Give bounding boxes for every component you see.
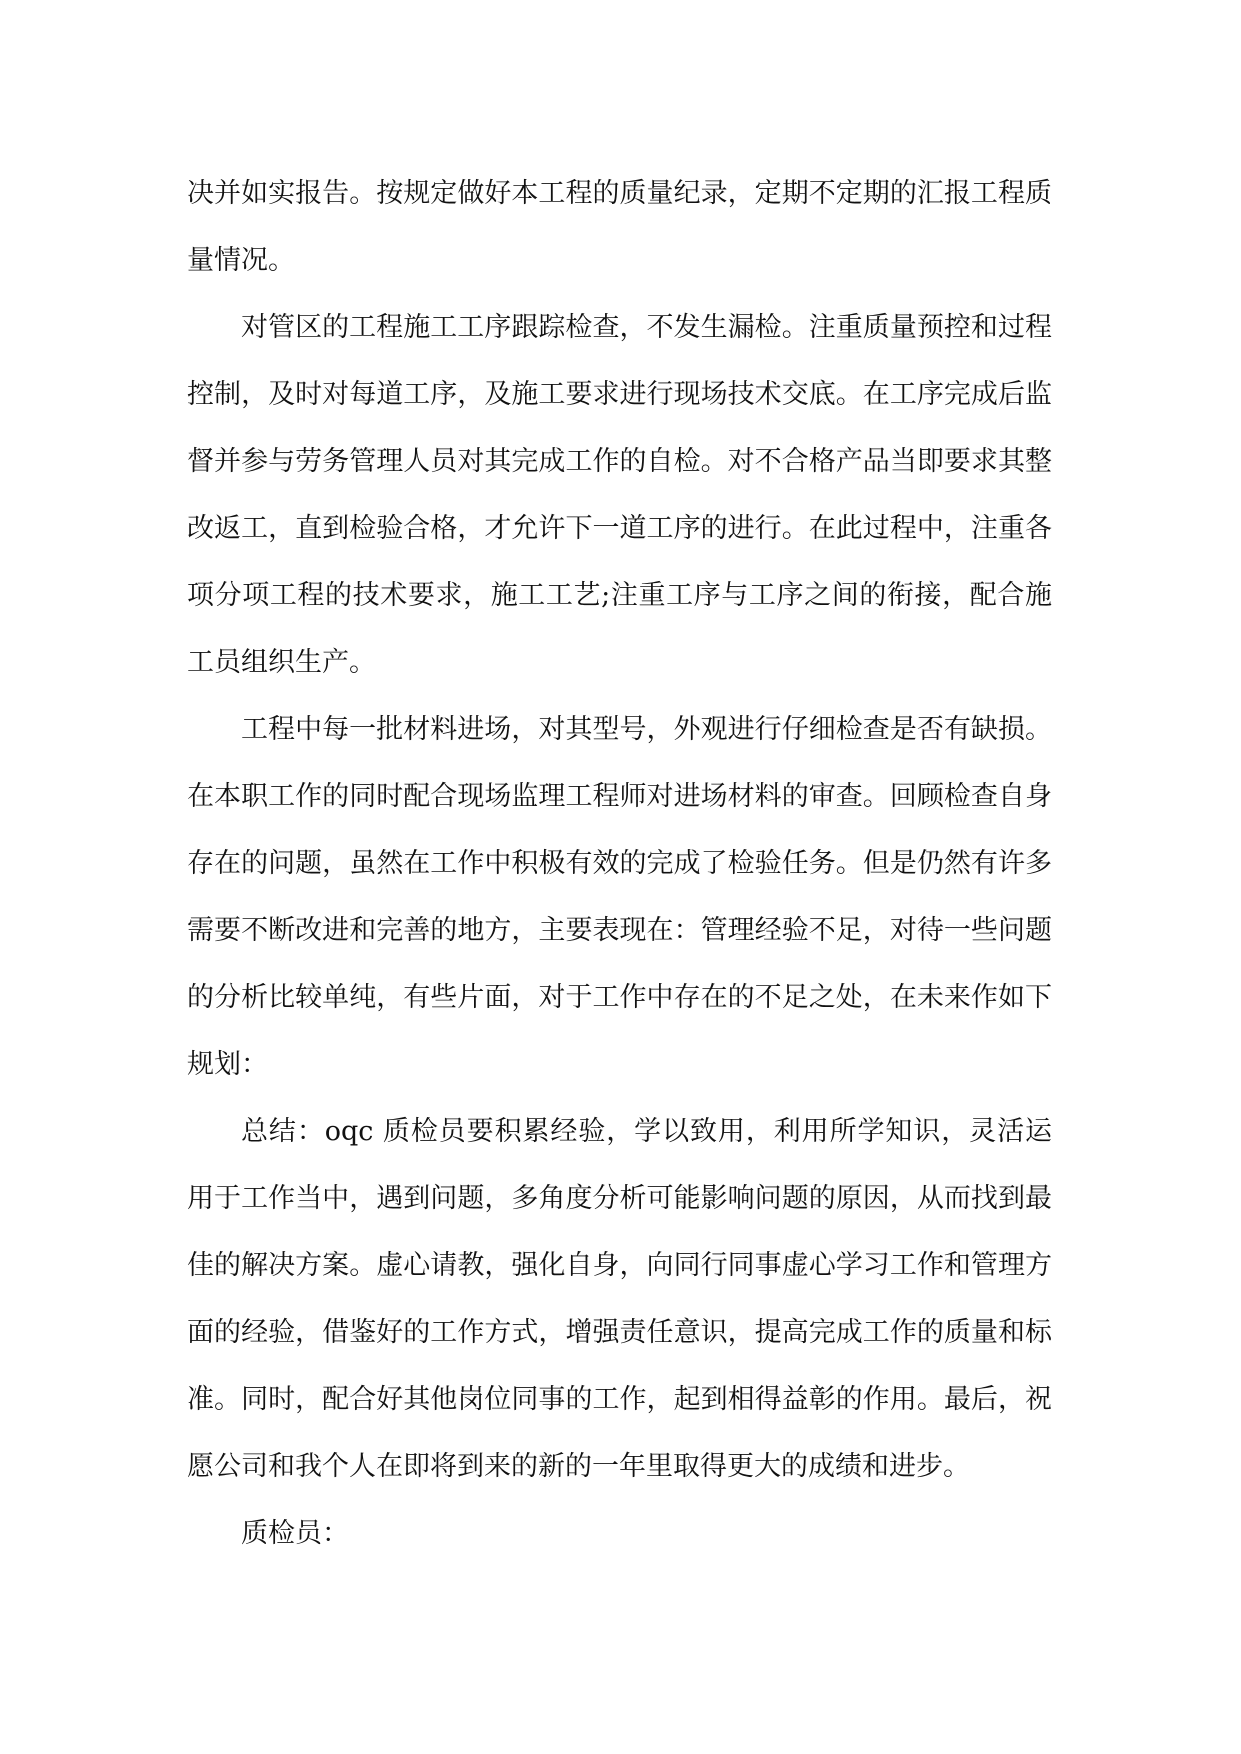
signature-line: 质检员： <box>241 1518 349 1549</box>
paragraph-continuation: 决并如实报告。按规定做好本工程的质量纪录，定期不定期的汇报工程质量情况。 <box>187 178 1052 276</box>
document-body <box>187 160 1052 1567</box>
paragraph-summary: 总结：oqc 质检员要积累经验，学以致用，利用所学知识，灵活运用于工作当中，遇到问题，多角度分析可能影响问题的原因，从而找到最佳的解决方案。虚心请教，强化自身，向同行同事虚心学习工作和管理方面的经验，借鉴好的工作方式，增强责任意识，提高完成工作的质量和标准。同时，配合好其他岗位同事的工作，起到相得益彰的作用。最后，祝愿公司和我个人在即将到来的新的一年里取得更大的成绩和进步。 <box>187 1116 1052 1482</box>
paragraph-material-inspection: 工程中每一批材料进场，对其型号，外观进行仔细检查是否有缺损。在本职工作的同时配合现场监理工程师对进场材料的审查。回顾检查自身存在的问题，虽然在工作中积极有效的完成了检验任务。但是仍然有许多需要不断改进和完善的地方，主要表现在：管理经验不足，对待一些问题的分析比较单纯，有些片面，对于工作中存在的不足之处，在未来作如下规划： <box>187 714 1052 1080</box>
paragraph-process-inspection: 对管区的工程施工工序跟踪检查，不发生漏检。注重质量预控和过程控制，及时对每道工序，及施工要求进行现场技术交底。在工序完成后监督并参与劳务管理人员对其完成工作的自检。对不合格产品当即要求其整改返工，直到检验合格，才允许下一道工序的进行。在此过程中，注重各项分项工程的技术要求，施工工艺;注重工序与工序之间的衔接，配合施工员组织生产。 <box>187 312 1052 678</box>
